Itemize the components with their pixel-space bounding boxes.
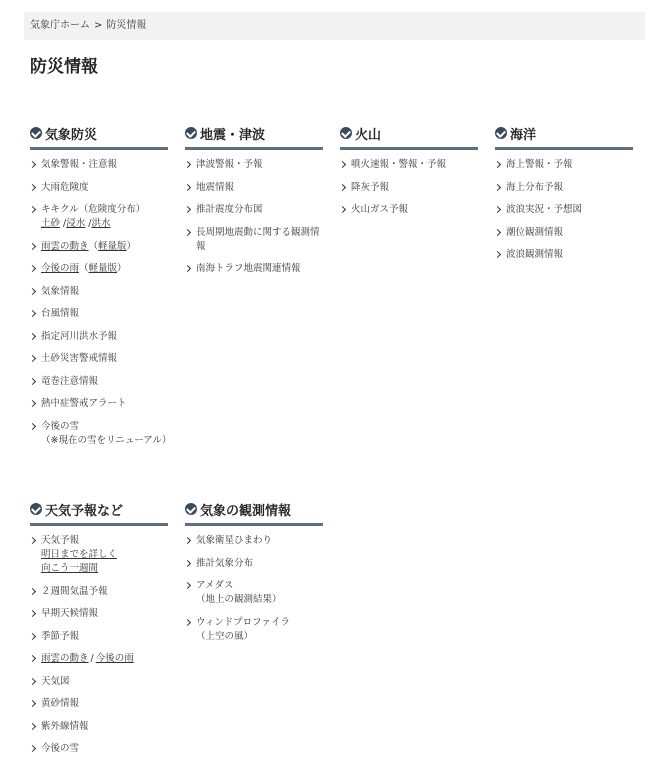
list-item[interactable]: ２週間気温予報 [30,585,168,599]
list-item-note: （地上の観測結果） [196,594,282,605]
list-item[interactable]: 紫外線情報 [30,720,168,734]
section-heading [30,500,168,526]
list-item-label: 天気予報 [41,535,80,546]
list-item[interactable]: 気象警報・注意報 [30,158,168,172]
link-mukou-isshukan[interactable]: 向こう一週間 [41,563,99,574]
section-jishin-tsunami [185,124,323,285]
list-item[interactable]: 大雨危険度 [30,181,168,195]
section-title: 天気予報など [45,503,124,519]
slash-separator: / [63,218,67,229]
section-title: 気象防災 [45,127,98,143]
list-item[interactable]: 台風情報 [30,307,168,321]
list-item[interactable]: 気象衛星ひまわり [185,534,323,548]
check-circle-icon [30,127,42,139]
list-item[interactable]: 波浪実況・予想図 [495,203,633,217]
page-title: 防災情報 [30,57,98,77]
list-item[interactable]: 天気図 [30,675,168,689]
list-item[interactable] [185,579,323,607]
slash-separator: / [90,653,94,664]
list-item[interactable]: 海上分布予報 [495,181,633,195]
link-shinsui[interactable]: 浸水 [66,218,86,229]
section-tenki-yoho [30,500,168,765]
link-kongo-ame[interactable]: 今後の雨 [41,263,80,274]
list-item[interactable]: 土砂災害警戒情報 [30,352,168,366]
list-item[interactable]: 火山ガス予報 [340,203,478,217]
section-heading [30,124,168,150]
breadcrumb [24,12,645,40]
list-item-note: （※現在の雪をリニューアル） [41,434,172,446]
link-amagumo-lite[interactable]: 軽量版 [98,240,127,252]
paren: ） [117,263,127,274]
section-title: 火山 [355,127,382,143]
list-item[interactable]: 気象情報 [30,285,168,299]
link-amagumo[interactable]: 雨雲の動き [41,653,89,664]
check-circle-icon [340,127,352,139]
link-ashita-made[interactable]: 明日までを詳しく [41,549,118,560]
list-item[interactable]: 推計震度分布図 [185,203,323,217]
check-circle-icon [30,503,42,515]
list-item[interactable] [185,616,323,644]
list-item[interactable]: 降灰予報 [340,181,478,195]
section-kisho-bosai [30,124,172,456]
list-item[interactable]: 長周期地震動に関する観測情報 [185,226,323,254]
section-title: 気象の観測情報 [200,503,292,519]
section-heading [185,124,323,150]
list-item [30,534,168,576]
list-item[interactable]: 黄砂情報 [30,697,168,711]
link-list [495,158,633,262]
section-heading [185,500,323,526]
link-dosha[interactable]: 土砂 [41,218,61,229]
link-kongo-ame[interactable]: 今後の雨 [95,653,134,664]
list-item [30,240,168,254]
link-amagumo[interactable]: 雨雲の動き [41,240,89,252]
list-item[interactable]: 竜巻注意情報 [30,375,168,389]
list-item[interactable]: 季節予報 [30,630,168,644]
list-item[interactable]: 推計気象分布 [185,557,323,571]
check-circle-icon [495,127,507,139]
section-kansoku-joho [185,500,323,652]
list-item[interactable]: 熱中症警戒アラート [30,397,168,411]
list-item[interactable]: 南海トラフ地震関連情報 [185,262,323,276]
list-item[interactable]: 津波警報・予報 [185,158,323,172]
list-item-label: ウィンドプロファイラ [196,616,290,628]
list-item [30,652,168,666]
list-item[interactable]: 海上警報・予報 [495,158,633,172]
section-title: 地震・津波 [200,127,266,143]
link-list [185,534,323,644]
section-kaiyo [495,124,633,271]
section-title: 海洋 [510,127,537,143]
check-circle-icon [185,127,197,139]
link-list [185,158,323,276]
list-item[interactable]: 今後の雪 [30,742,168,756]
list-item[interactable]: 噴火速報・警報・予報 [340,158,478,172]
breadcrumb-current: 防災情報 [106,20,147,31]
list-item[interactable]: 地震情報 [185,181,323,195]
list-item-label: アメダス [196,580,234,591]
link-kongo-ame-lite[interactable]: 軽量版 [88,263,118,274]
breadcrumb-home-link[interactable]: 気象庁ホーム [30,20,90,31]
list-item-label: 今後の雪 [41,420,80,432]
list-item[interactable] [30,420,172,448]
list-item[interactable]: 指定河川洪水予報 [30,330,168,344]
list-item[interactable]: 潮位観測情報 [495,226,633,240]
list-item [30,203,168,231]
check-circle-icon [185,503,197,515]
section-heading [340,124,478,150]
link-list [30,534,168,756]
section-kazan [340,124,478,226]
breadcrumb-separator: > [94,20,103,31]
list-item-note: （上空の風） [196,630,254,642]
list-item-sublinks [41,217,168,231]
section-heading [495,124,633,150]
link-list [340,158,478,217]
list-item-label: キキクル（危険度分布） [41,204,146,215]
paren: （ [88,240,99,252]
link-list [30,158,172,448]
list-item[interactable]: 早期天候情報 [30,607,168,621]
paren: ） [126,240,137,252]
slash-separator: / [88,218,92,229]
list-item[interactable]: 波浪観測情報 [495,248,633,262]
list-item [30,262,168,276]
link-kozui[interactable]: 洪水 [91,218,111,229]
paren: （ [79,263,89,274]
